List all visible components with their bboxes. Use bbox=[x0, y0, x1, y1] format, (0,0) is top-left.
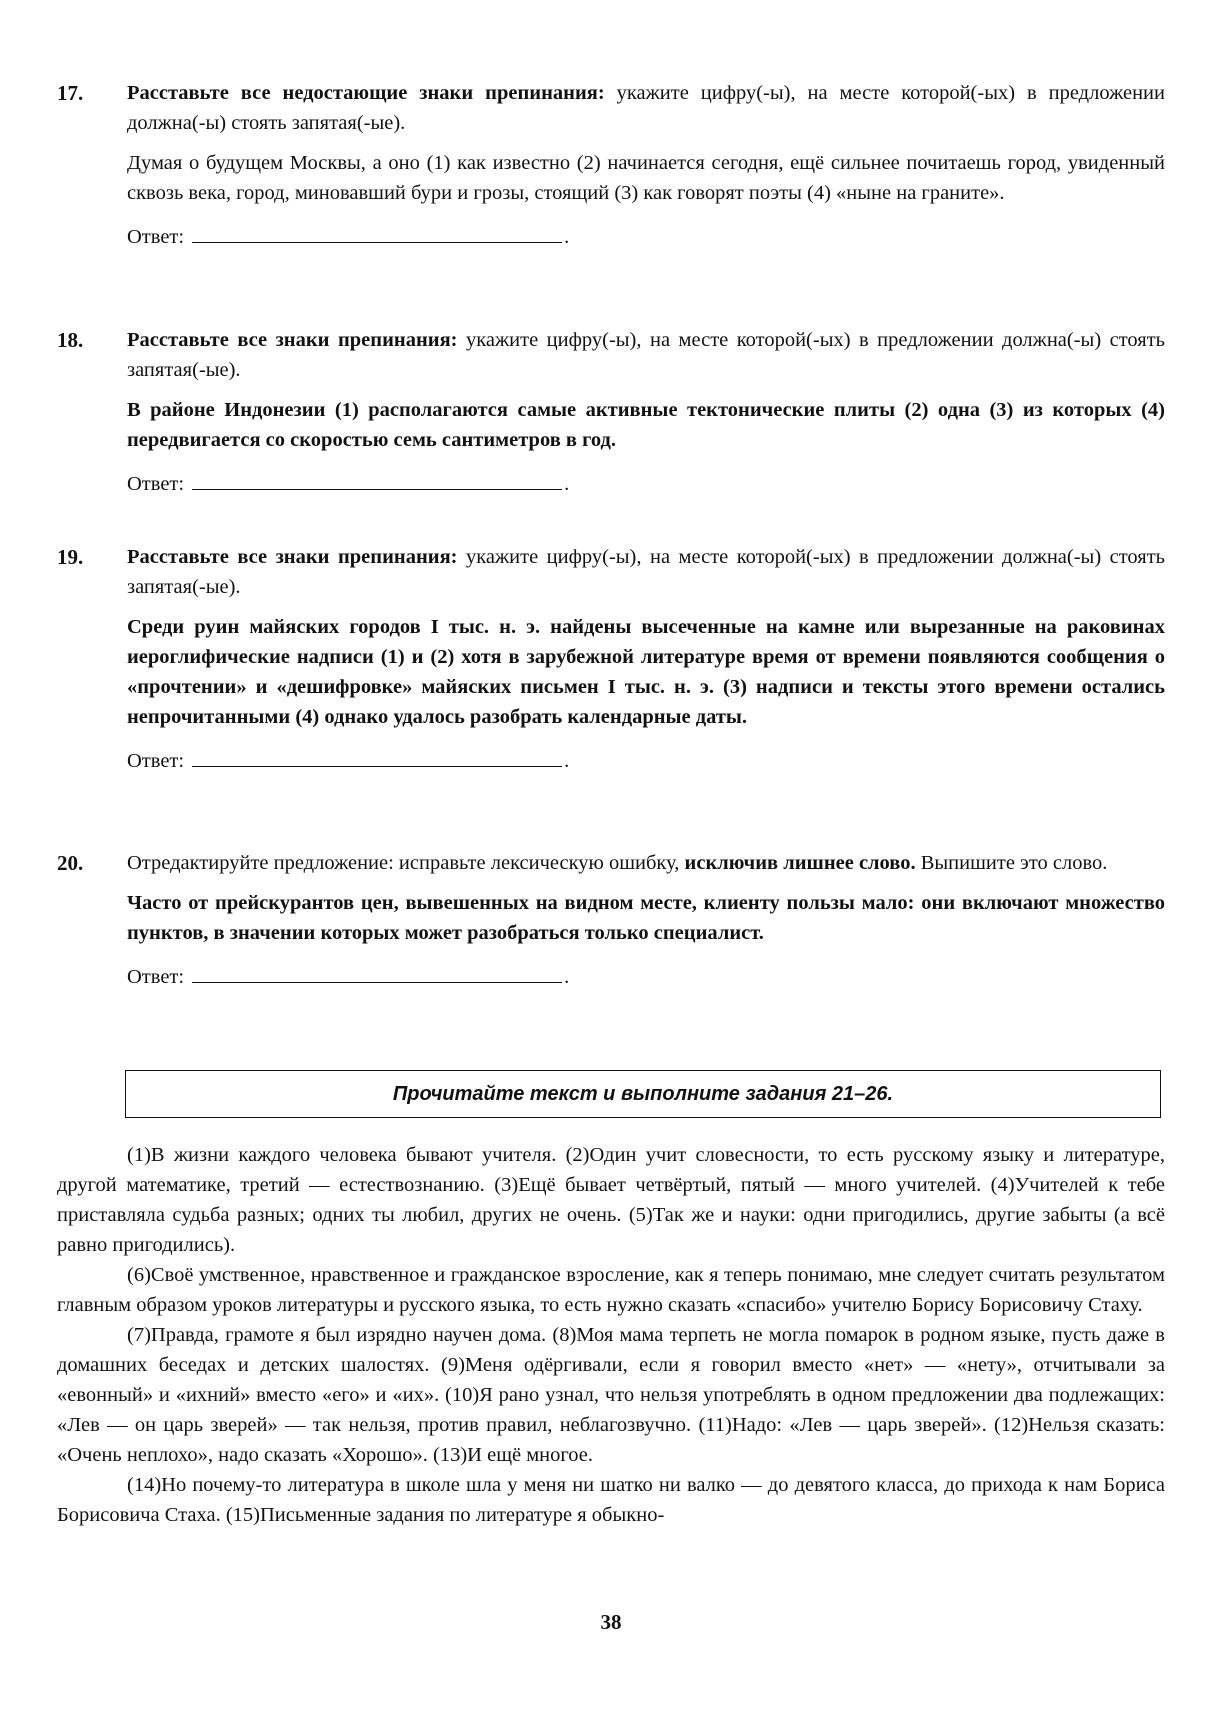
prompt-rest: укажите цифру(-ы), на месте которой(-ых) в предложении должна(-ы) стоять запятая(-ые). bbox=[127, 329, 1166, 381]
task-number: 20. bbox=[57, 851, 84, 875]
task-19 bbox=[57, 542, 1165, 776]
task-prompt bbox=[127, 325, 1165, 385]
task-prompt bbox=[127, 78, 1165, 138]
prompt-bold: Расставьте все знаки препинания: bbox=[127, 329, 458, 351]
prompt-bold: исключив лишнее слово. bbox=[684, 852, 916, 874]
reading-instruction-box bbox=[125, 1070, 1161, 1118]
task-sentence: Часто от прейскурантов цен, вывешенных на видном месте, клиенту пользы мало: они включают множество пунктов, в значении которых может разобраться только специалист. bbox=[127, 892, 1165, 944]
text-paragraph: (6)Своё умственное, нравственное и гражданское взросление, как я теперь понимаю, мне следует считать результатом главным образом уроков литературы и русского языка, то есть нужно сказать «спасибо» учителю Борису Борисовичу Стаху. bbox=[57, 1264, 1165, 1316]
answer-row: Ответ: . bbox=[127, 467, 1165, 499]
answer-label: Ответ: bbox=[127, 750, 185, 772]
task-number: 17. bbox=[57, 81, 84, 105]
answer-label: Ответ: bbox=[127, 473, 185, 495]
answer-input-line[interactable] bbox=[192, 960, 562, 983]
answer-row: Ответ: . bbox=[127, 220, 1165, 252]
task-sentence: Среди руин майяских городов I тыс. н. э. найдены высеченные на камне или вырезанные на раковинах иероглифические надписи (1) и (2) хотя в зарубежной литературе время от времени появляются сообщения о «прочтении» и «дешифровке» майяских письмен I тыс. н. э. (3) надписи и тексты этого времени остались непрочитанными (4) однако удалось разобрать календарные даты. bbox=[127, 616, 1165, 728]
task-sentence: В районе Индонезии (1) располагаются самые активные тектонические плиты (2) одна (3) из которых (4) передвигается со скоростью семь сантиметров в год. bbox=[127, 399, 1165, 451]
task-prompt bbox=[127, 542, 1165, 602]
text-paragraph: (14)Но почему-то литература в школе шла у меня ни шатко ни валко — до девятого класса, до прихода к нам Бориса Борисовича Стаха. (15)Письменные задания по литературе я обыкно- bbox=[57, 1474, 1165, 1526]
answer-input-line[interactable] bbox=[192, 220, 562, 243]
task-sentence: Думая о будущем Москвы, а оно (1) как известно (2) начинается сегодня, ещё сильнее почитаешь город, увиденный сквозь века, город, миновавший бури и грозы, стоящий (3) как говорят поэты (4) «ныне на граните». bbox=[127, 152, 1165, 204]
reading-instruction: Прочитайте текст и выполните задания 21–26. bbox=[392, 1082, 894, 1105]
prompt-rest: укажите цифру(-ы), на месте которой(-ых) в предложении должна(-ы) стоять запятая(-ые). bbox=[127, 546, 1166, 598]
prompt-bold: Расставьте все знаки препинания: bbox=[127, 546, 458, 568]
prompt-plain: Отредактируйте предложение: исправьте лексическую ошибку, bbox=[127, 852, 685, 874]
text-paragraph: (1)В жизни каждого человека бывают учителя. (2)Один учит словесности, то есть русскому языку и литературе, другой математике, третий — естествознанию. (3)Ещё бывает четвёртый, пятый — много учителей. (4)Учителей к тебе приставляла судьба разных; одних ты любил, других не очень. (5)Так же и науки: одни пригодились, другие забыты (а всё равно пригодились). bbox=[57, 1144, 1165, 1256]
prompt-bold: Расставьте все недостающие знаки препинания: bbox=[127, 82, 605, 104]
answer-input-line[interactable] bbox=[192, 744, 562, 767]
task-number: 18. bbox=[57, 328, 84, 352]
answer-row: Ответ: . bbox=[127, 960, 1165, 992]
reading-text bbox=[57, 1140, 1165, 1530]
task-prompt bbox=[127, 848, 1165, 878]
answer-label: Ответ: bbox=[127, 226, 185, 248]
page-number: 38 bbox=[600, 1610, 622, 1634]
text-paragraph: (7)Правда, грамоте я был изрядно научен дома. (8)Моя мама терпеть не могла помарок в родном языке, пусть даже в домашних беседах и детских шалостях. (9)Меня одёргивали, если я говорил вместо «нет» — «нету», отчитывали за «евонный» и «ихний» вместо «его» и «их». (10)Я рано узнал, что нельзя употреблять в одном предложении два подлежащих: «Лев — он царь зверей» — так нельзя, против правил, неблагозвучно. (11)Надо: «Лев — царь зверей». (12)Нельзя сказать: «Очень неплохо», надо сказать «Хорошо». (13)И ещё многое. bbox=[57, 1324, 1165, 1466]
answer-input-line[interactable] bbox=[192, 467, 562, 490]
answer-row: Ответ: . bbox=[127, 744, 1165, 776]
answer-label: Ответ: bbox=[127, 966, 185, 988]
task-20 bbox=[57, 848, 1165, 992]
prompt-rest: Выпишите это слово. bbox=[915, 852, 1108, 874]
task-number: 19. bbox=[57, 545, 84, 569]
task-18 bbox=[57, 325, 1165, 499]
task-17 bbox=[57, 78, 1165, 252]
prompt-rest: укажите цифру(-ы), на месте которой(-ых) в предложении должна(-ы) стоять запятая(-ые). bbox=[127, 82, 1165, 134]
